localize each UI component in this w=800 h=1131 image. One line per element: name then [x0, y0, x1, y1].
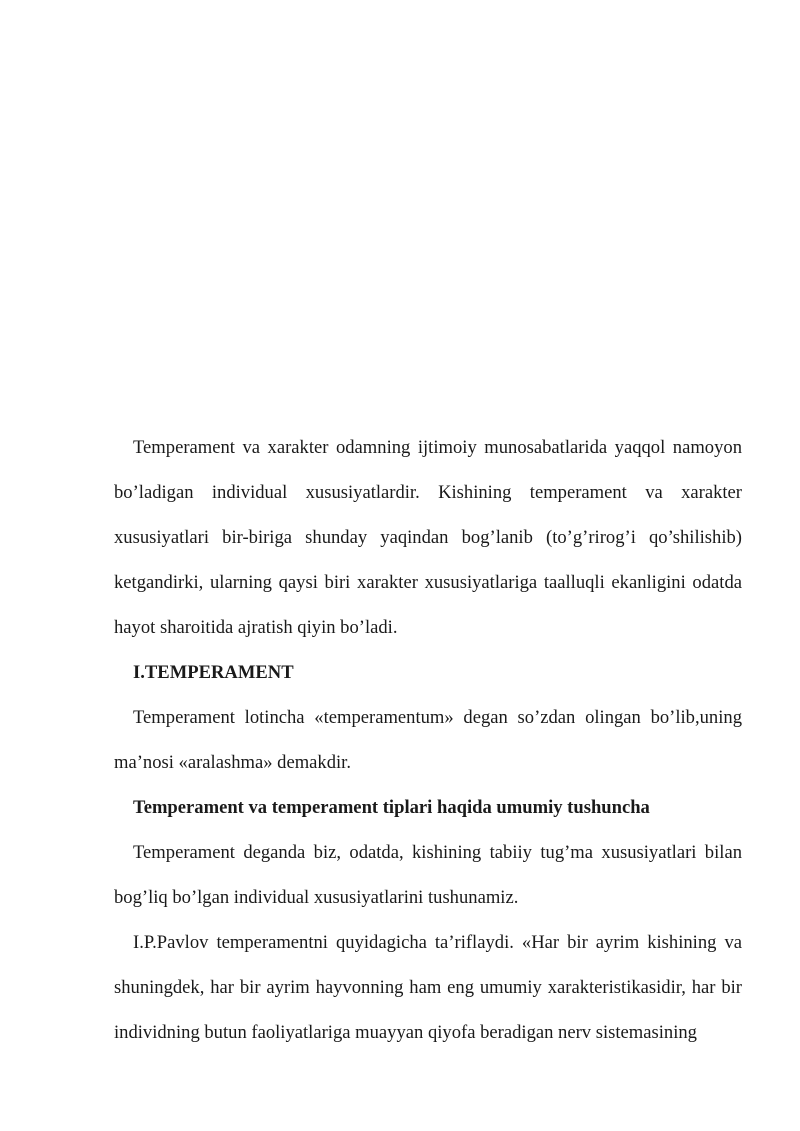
paragraph-intro: Temperament va xarakter odamning ijtimoiy munosabatlarida yaqqol namoyon bo’ladigan individual xususiyatlardir. Kishining temperament va xarakter xususiyatlari bir-biriga shunday yaqindan bog’lanib (to’g’rirog’i qo’shilishib) ketgandirki, ularning qaysi biri xarakter xususiyatlariga taalluqli ekanligini odatda hayot sharoitida ajratish qiyin bo’ladi.	[114, 437, 742, 638]
paragraph-definition: Temperament deganda biz, odatda, kishining tabiiy tug’ma xususiyatlari bilan bog’liq bo’lgan individual xususiyatlarini tushunamiz.	[114, 842, 742, 908]
paragraph-pavlov: I.P.Pavlov temperamentni quyidagicha ta’riflaydi. «Har bir ayrim kishining va shuningdek, har bir ayrim hayvonning ham eng umumiy xarakteristikasidir, har bir individning butun faoliyatlariga muayyan qiyofa beradigan nerv sistemasining	[114, 932, 742, 1043]
document-body	[114, 425, 742, 1055]
section-heading-temperament: I.TEMPERAMENT	[133, 662, 294, 683]
paragraph-etymology: Temperament lotincha «temperamentum» degan so’zdan olingan bo’lib,uning ma’nosi «aralashma» demakdir.	[114, 707, 742, 773]
subsection-heading-types: Temperament va temperament tiplari haqida umumiy tushuncha	[133, 797, 650, 818]
